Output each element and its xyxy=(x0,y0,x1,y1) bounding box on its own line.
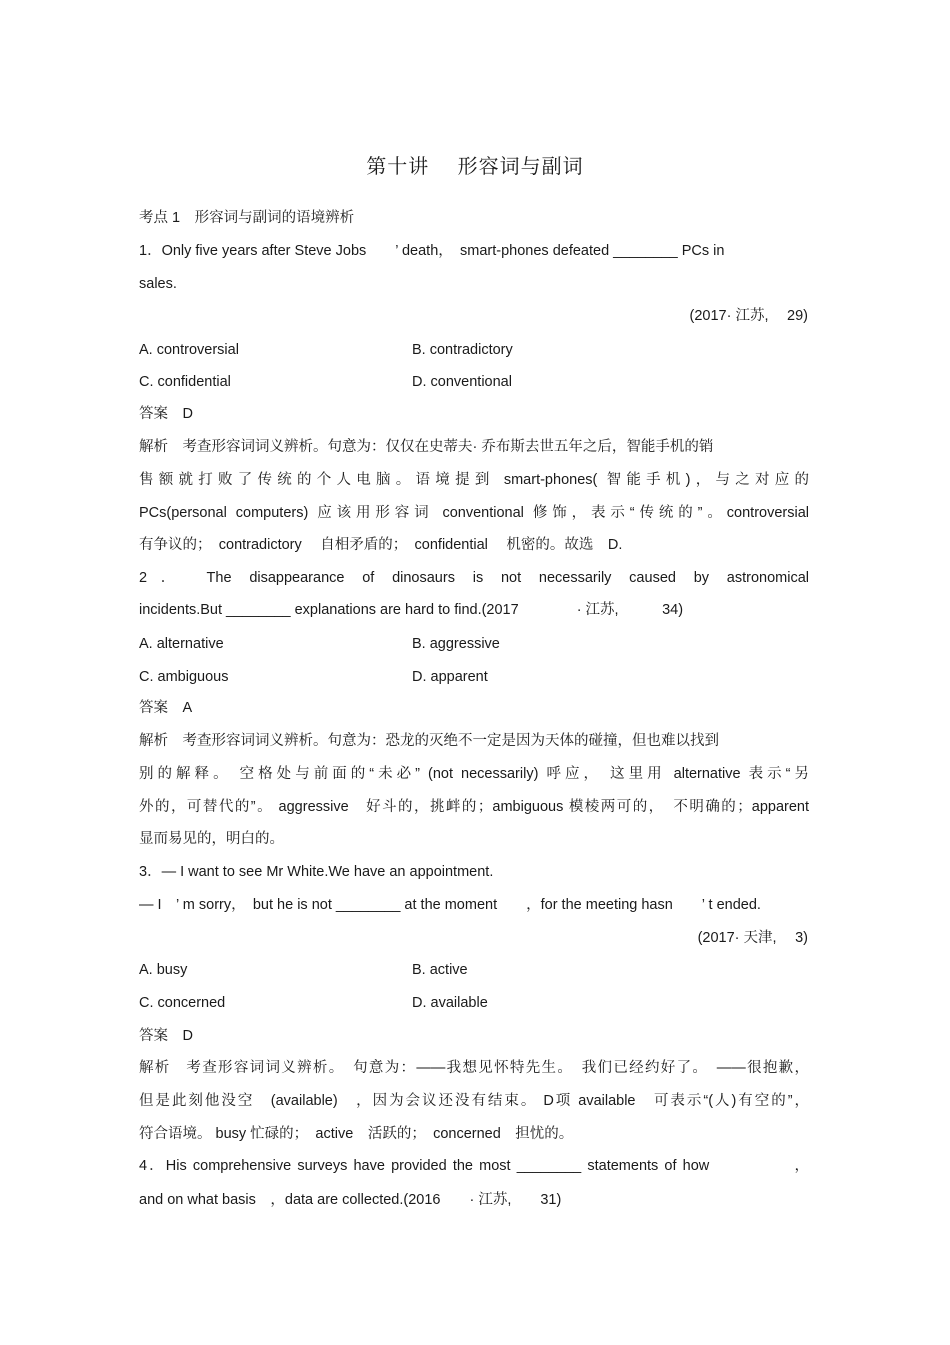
question-2-explanation-line-3: 外的，可替代的”。 aggressive 好斗的，挑衅的；ambiguous 模棱两可的， 不明确的；apparent xyxy=(139,799,809,815)
question-2-option-a: A. alternative xyxy=(139,636,224,652)
question-3-explanation-line-2: 但是此刻他没空 (available) ，因为会议还没有结束。 D项 available 可表示“(人)有空的”， xyxy=(139,1093,809,1109)
question-2-option-d: D. apparent xyxy=(412,669,488,685)
question-3-option-b: B. active xyxy=(412,962,468,978)
question-1-explanation-line-3: PCs(personal computers) 应该用形容词 conventional 修饰，表示“传统的”。controversial xyxy=(139,505,809,521)
question-2-explanation-line-1: 解析 考查形容词词义辨析。句意为：恐龙的灭绝不一定是因为天体的碰撞，但也难以找到 xyxy=(139,733,719,749)
question-1-explanation-line-2: 售额就打败了传统的个人电脑。语境提到 smart-phones( 智能手机)，与之对应的 xyxy=(139,472,809,488)
question-3-answer: 答案 D xyxy=(139,1028,193,1044)
question-1-answer: 答案 D xyxy=(139,406,193,422)
section-heading: 考点 1 形容词与副词的语境辨析 xyxy=(139,210,355,226)
question-1-explanation-line-1: 解析 考查形容词词义辨析。句意为：仅仅在史蒂夫· 乔布斯去世五年之后，智能手机的销 xyxy=(139,439,714,455)
question-2-explanation-line-4: 显而易见的，明白的。 xyxy=(139,831,284,847)
question-2-answer: 答案 A xyxy=(139,700,193,716)
question-3-line-2: — I ’ m sorry， but he is not ________ at the moment ，for the meeting hasn ’ t ended. xyxy=(139,897,761,913)
question-2-option-b: B. aggressive xyxy=(412,636,500,652)
question-3-line-1: 3．— I want to see Mr White.We have an appointment. xyxy=(139,864,494,880)
question-3-option-a: A. busy xyxy=(139,962,188,978)
question-2-line-1: 2． The disappearance of dinosaurs is not necessarily caused by astronomical xyxy=(139,570,809,586)
page-title: 第十讲 形容词与副词 xyxy=(366,154,584,178)
question-4-line-2: and on what basis ，data are collected.(2016 · 江苏, 31) xyxy=(139,1192,562,1208)
question-1-option-a: A. controversial xyxy=(139,342,239,358)
question-2-line-2: incidents.But ________ explanations are hard to find.(2017 · 江苏, 34) xyxy=(139,602,684,618)
question-1-line-2: sales. xyxy=(139,276,177,292)
question-1-source: (2017· 江苏, 29) xyxy=(689,308,808,324)
question-3-explanation-line-1: 解析 考查形容词词义辨析。 句意为：——我想见怀特先生。 我们已经约好了。 ——很抱歉， xyxy=(139,1060,809,1076)
question-3-explanation-line-3: 符合语境。 busy 忙碌的； active 活跃的； concerned 担忧的。 xyxy=(139,1126,574,1142)
question-3-option-c: C. concerned xyxy=(139,995,226,1011)
question-1-option-d: D. conventional xyxy=(412,374,512,390)
question-4-line-1: 4．His comprehensive surveys have provided the most ________ statements of how ， xyxy=(139,1158,809,1174)
question-1-option-c: C. confidential xyxy=(139,374,231,390)
question-2-option-c: C. ambiguous xyxy=(139,669,229,685)
question-1-option-b: B. contradictory xyxy=(412,342,513,358)
question-2-explanation-line-2: 别的解释。 空格处与前面的“未必” (not necessarily) 呼应， 这里用 alternative 表示“另 xyxy=(139,766,809,782)
question-1-explanation-line-4: 有争议的； contradictory 自相矛盾的； confidential 机密的。故选 D. xyxy=(139,537,623,553)
question-3-source: (2017· 天津, 3) xyxy=(697,930,808,946)
question-3-option-d: D. available xyxy=(412,995,488,1011)
question-1-line-1: 1．Only five years after Steve Jobs ’ death， smart-phones defeated ________ PCs in xyxy=(139,243,725,259)
